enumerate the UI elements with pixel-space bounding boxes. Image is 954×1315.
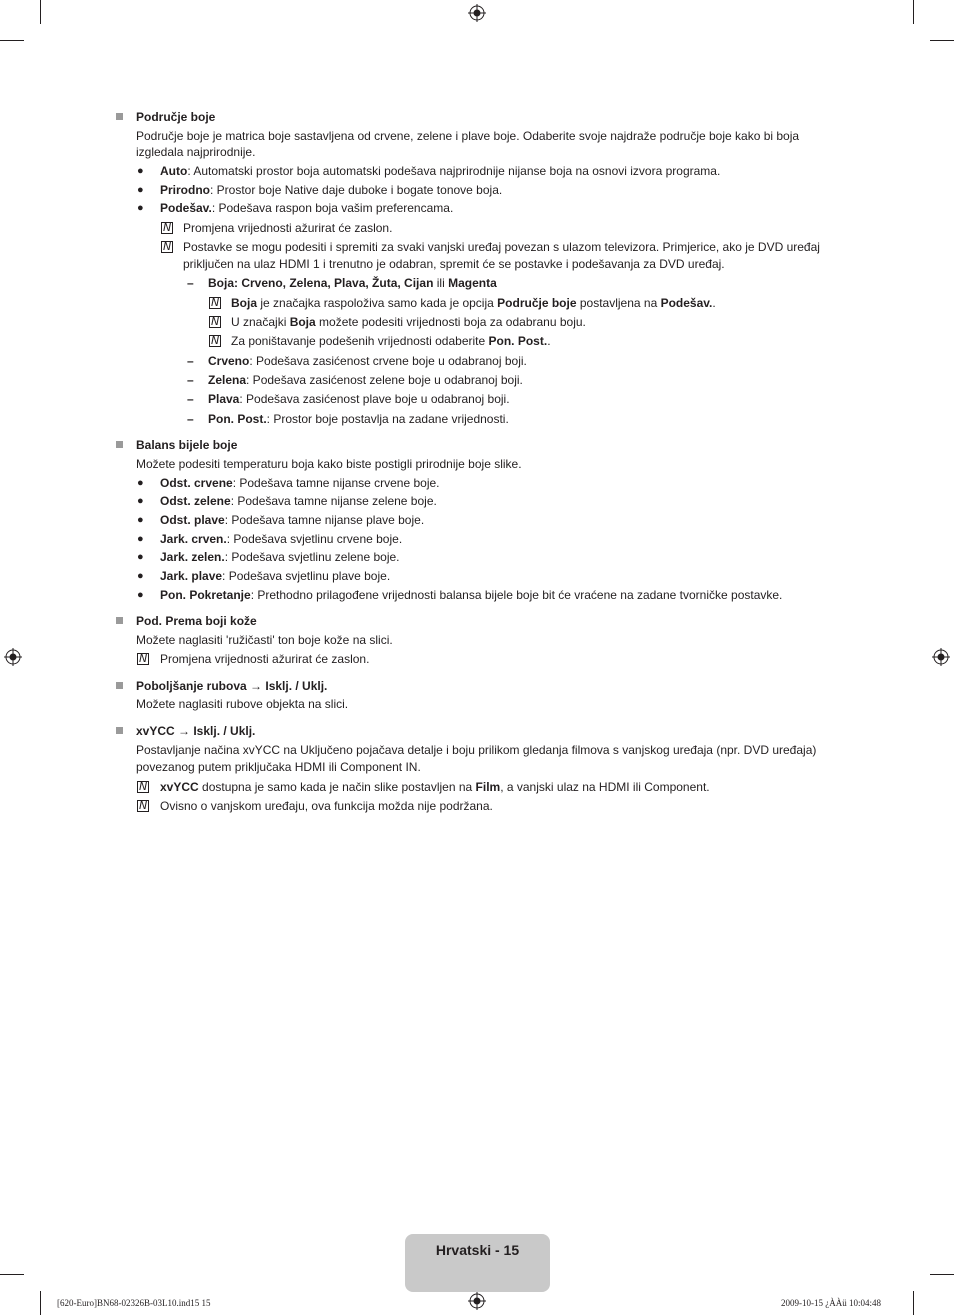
note-text: xvYCC dostupna je samo kada je način slike postavljen na Film, a vanjski ulaz na HDMI ili Component.: [160, 780, 710, 794]
bullet-icon: ●: [137, 495, 144, 507]
section-description: Postavljanje načina xvYCC na Uključeno pojačava detalje i boju prilikom gledanja filmova s vanjskog uređaja (npr. DVD uređaja): [136, 743, 817, 757]
list-item: Pon. Pokretanje: Prethodno prilagođene vrijednosti balansa bijele boje bit će vraćene na zadane tvorničke postavke.: [160, 588, 783, 602]
dash-icon: –: [187, 412, 194, 426]
section-bullet-icon: [116, 727, 123, 734]
note-icon: N: [163, 240, 172, 253]
note-icon: N: [163, 221, 172, 234]
list-item: Podešav.: Podešava raspon boja vašim preferencama.: [160, 201, 454, 215]
list-item: Jark. plave: Podešava svjetlinu plave boje.: [160, 569, 391, 583]
bullet-icon: ●: [137, 533, 144, 545]
section-bullet-icon: [116, 441, 123, 448]
section-description: povezanog putem priključaka HDMI ili Component IN.: [136, 760, 421, 774]
crop-mark: [40, 0, 41, 24]
note-text: Boja je značajka raspoloživa samo kada je opcija Područje boje postavljena na Podešav..: [231, 296, 716, 310]
bullet-icon: ●: [137, 165, 144, 177]
section-description: izgledala najprirodnije.: [136, 145, 256, 159]
list-item: Auto: Automatski prostor boja automatski podešava najprirodnije nijanse boja na osnovi izvora programa.: [160, 164, 721, 178]
sub-item: Pon. Post.: Prostor boje postavlja na zadane vrijednosti.: [208, 412, 509, 426]
dash-icon: –: [187, 276, 194, 290]
section-heading: Pod. Prema boji kože: [136, 614, 257, 628]
note-text: priključen na ulaz HDMI 1 i trenutno je odabran, spremit će se postavke i podešavanja za DVD uređaj.: [183, 257, 725, 271]
list-item: Jark. crven.: Podešava svjetlinu crvene boje.: [160, 532, 403, 546]
section-description: Možete naglasiti 'ružičasti' ton boje kože na slici.: [136, 633, 393, 647]
section-heading: Područje boje: [136, 110, 216, 124]
list-item: Prirodno: Prostor boje Native daje duboke i bogate tonove boja.: [160, 183, 503, 197]
bullet-icon: ●: [137, 514, 144, 526]
registration-mark-icon: [932, 648, 950, 666]
sub-item: Crveno: Podešava zasićenost crvene boje u odabranoj boji.: [208, 354, 527, 368]
section-heading: xvYCC → Isklj. / Uklj.: [136, 724, 256, 738]
dash-icon: –: [187, 373, 194, 387]
crop-mark: [0, 40, 24, 41]
page-number: Hrvatski - 15: [435, 1242, 520, 1258]
page-number-tab: [405, 1234, 550, 1292]
note-icon: N: [139, 780, 148, 793]
note-icon: N: [139, 652, 148, 665]
registration-mark-icon: [4, 648, 22, 666]
note-icon: N: [211, 296, 220, 309]
crop-mark: [40, 1291, 41, 1315]
print-slug-left: [620-Euro]BN68-02326B-03L10.ind15 15: [57, 1298, 211, 1308]
note-icon: N: [211, 334, 220, 347]
dash-icon: –: [187, 354, 194, 368]
section-description: Možete podesiti temperaturu boja kako biste postigli prirodnije boje slike.: [136, 457, 522, 471]
list-item: Odst. zelene: Podešava tamne nijanse zelene boje.: [160, 494, 437, 508]
registration-mark-icon: [468, 1292, 486, 1310]
bullet-icon: ●: [137, 551, 144, 563]
list-item: Odst. plave: Podešava tamne nijanse plave boje.: [160, 513, 425, 527]
note-text: Ovisno o vanjskom uređaju, ova funkcija možda nije podržana.: [160, 799, 493, 813]
note-icon: N: [211, 315, 220, 328]
bullet-icon: ●: [137, 477, 144, 489]
section-bullet-icon: [116, 682, 123, 689]
list-item: Jark. zelen.: Podešava svjetlinu zelene boje.: [160, 550, 400, 564]
note-text: Promjena vrijednosti ažurirat će zaslon.: [160, 652, 370, 666]
list-item: Odst. crvene: Podešava tamne nijanse crvene boje.: [160, 476, 440, 490]
section-heading: Balans bijele boje: [136, 438, 238, 452]
sub-item: Boja: Crveno, Zelena, Plava, Žuta, Cijan ili Magenta: [208, 276, 497, 290]
bullet-icon: ●: [137, 184, 144, 196]
section-description: Područje boje je matrica boje sastavljena od crvene, zelene i plave boje. Odaberite svoje najdraže područje boje kako bi boja: [136, 129, 800, 143]
section-heading: Poboljšanje rubova → Isklj. / Uklj.: [136, 679, 328, 693]
note-text: Promjena vrijednosti ažurirat će zaslon.: [183, 221, 393, 235]
sub-item: Plava: Podešava zasićenost plave boje u odabranoj boji.: [208, 392, 510, 406]
note-text: U značajki Boja možete podesiti vrijednosti boja za odabranu boju.: [231, 315, 586, 329]
crop-mark: [913, 1291, 914, 1315]
bullet-icon: ●: [137, 202, 144, 214]
section-bullet-icon: [116, 617, 123, 624]
note-text: Za poništavanje podešenih vrijednosti odaberite Pon. Post..: [231, 334, 551, 348]
crop-mark: [0, 1274, 24, 1275]
note-icon: N: [139, 799, 148, 812]
print-slug-right: 2009-10-15 ¿ÀÀü 10:04:48: [781, 1298, 881, 1308]
bullet-icon: ●: [137, 570, 144, 582]
note-text: Postavke se mogu podesiti i spremiti za svaki vanjski uređaj povezan s ulazom televizora. Primjerice, ako je DVD uređaj: [183, 240, 820, 254]
bullet-icon: ●: [137, 589, 144, 601]
section-description: Možete naglasiti rubove objekta na slici.: [136, 697, 349, 711]
crop-mark: [930, 1274, 954, 1275]
dash-icon: –: [187, 392, 194, 406]
crop-mark: [930, 40, 954, 41]
crop-mark: [913, 0, 914, 24]
sub-item: Zelena: Podešava zasićenost zelene boje u odabranoj boji.: [208, 373, 523, 387]
section-bullet-icon: [116, 113, 123, 120]
registration-mark-icon: [468, 4, 486, 22]
